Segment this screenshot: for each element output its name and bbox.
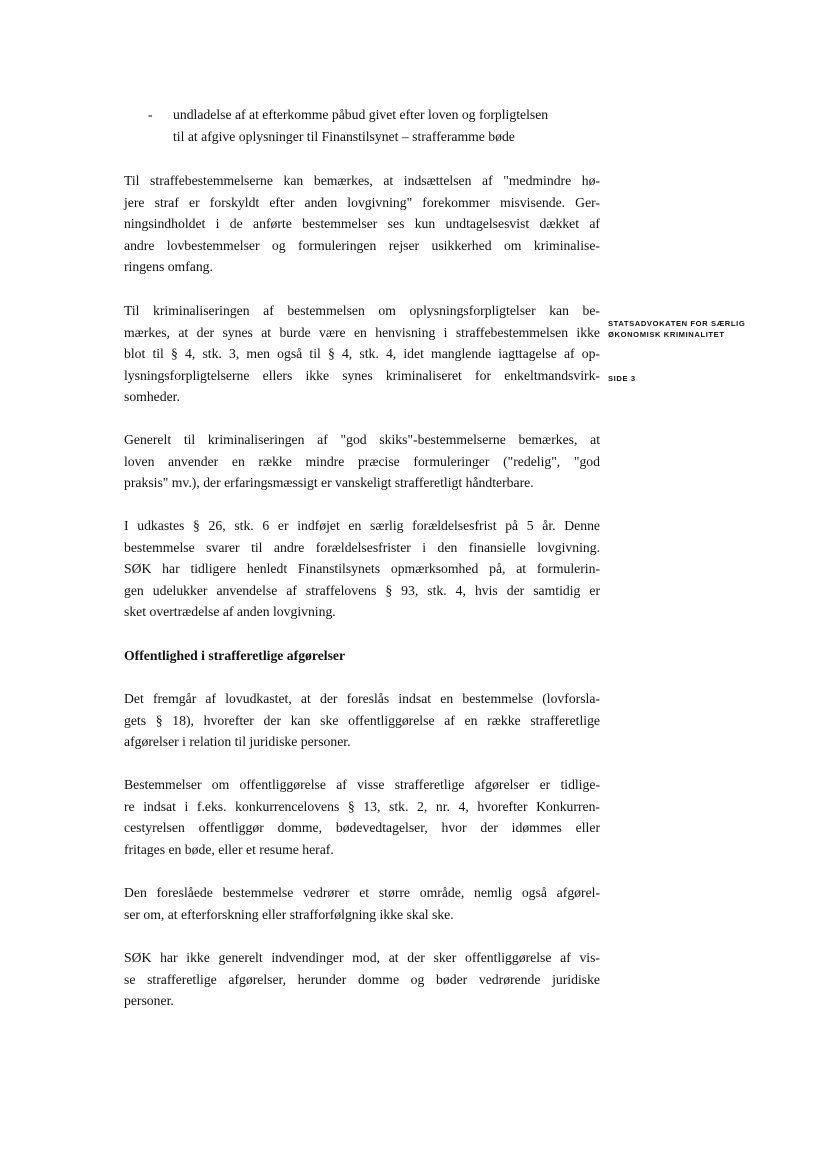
text-line: Generelt til kriminaliseringen af "god skiks"-bestemmelserne bemærkes, at [124, 432, 600, 447]
text-line: gen udelukker anvendelse af straffelovens § 93, stk. 4, hvis der samtidig er [124, 582, 600, 598]
text-line: Til kriminaliseringen af bestemmelsen om oplysningsforpligtelser kan be- [124, 303, 600, 318]
text-line: ningsindholdet i de anførte bestemmelser ses kun undtagelsesvist dækket af [124, 216, 600, 232]
text-line: sket overtrædelse af anden lovgivning. [124, 604, 336, 620]
section-heading [124, 645, 600, 667]
text-line: Til straffebestemmelserne kan bemærkes, at indsættelsen af "medmindre hø- [124, 173, 600, 188]
text-line: fritages en bøde, eller et resume heraf. [124, 841, 334, 857]
text-line: ringens omfang. [124, 259, 213, 275]
text-line: somheder. [124, 389, 180, 405]
text-line: lysningsforpligtelserne ellers ikke synes kriminaliseret for enkeltmandsvirk- [124, 367, 600, 383]
bullet-line: til at afgive oplysninger til Finanstilsynet – strafferamme bøde [173, 128, 515, 144]
bullet-line: undladelse af at efterkomme påbud givet efter loven og forpligtelsen [173, 107, 549, 122]
text-line: re indsat i f.eks. konkurrencelovens § 13, stk. 2, nr. 4, hvorefter Konkurren- [124, 798, 600, 814]
paragraph-lovudkast [124, 688, 600, 753]
text-line: blot til § 4, stk. 3, men også til § 4, stk. 4, idet manglende iagttagelse af op- [124, 346, 600, 362]
page-number-label: SIDE 3 [608, 374, 636, 383]
text-line: Bestemmelser om offentliggørelse af visse strafferetlige afgørelser er tidlige- [124, 777, 600, 792]
bullet-dash: - [148, 107, 153, 122]
heading-text: Offentlighed i strafferetlige afgørelser [124, 648, 346, 663]
text-line: loven anvender en række mindre præcise formuleringer ("redelig", "god [124, 453, 600, 469]
paragraph-konkurrencelov [124, 774, 600, 860]
text-line: cestyrelsen offentliggør domme, bødevedtagelser, hvor der idømmes eller [124, 820, 600, 836]
text-line: Den foreslåede bestemmelse vedrører et større område, nemlig også afgørel- [124, 885, 600, 900]
paragraph-stoerre-omraade [124, 882, 600, 925]
text-line: Det fremgår af lovudkastet, at der foreslås indsat en bestemmelse (lovforsla- [124, 691, 600, 706]
text-line: gets § 18), hvorefter der kan ske offentliggørelse af en række strafferetlige [124, 712, 600, 728]
paragraph-god-skik [124, 429, 600, 494]
text-line: bestemmelse svarer til andre forældelsesfrister i den finansielle lovgivning. [124, 539, 600, 555]
sender-name-line-2: ØKONOMISK KRIMINALITET [608, 330, 725, 339]
paragraph-foraeldelsesfrist [124, 515, 600, 623]
text-line: afgørelser i relation til juridiske personer. [124, 734, 351, 750]
text-line: ser om, at efterforskning eller strafforfølgning ikke skal ske. [124, 906, 454, 922]
text-line: SØK har ikke generelt indvendinger mod, at der sker offentliggørelse af vis- [124, 950, 600, 965]
text-line: se strafferetlige afgørelser, herunder domme og bøder vedrørende juridiske [124, 971, 600, 987]
bullet-text [173, 104, 603, 147]
paragraph-oplysningsforpligtelser [124, 300, 600, 408]
paragraph-indvendinger [124, 947, 600, 1012]
text-line: mærkes, at der synes at burde være en henvisning i straffebestemmelsen ikke [124, 324, 600, 340]
text-line: SØK har tidligere henledt Finanstilsynets opmærksomhed på, at formulerin- [124, 561, 600, 577]
sender-name-line-1: STATSADVOKATEN FOR SÆRLIG [608, 319, 746, 328]
text-line: I udkastes § 26, stk. 6 er indføjet en særlig forældelsesfrist på 5 år. Denne [124, 518, 600, 533]
text-line: andre lovbestemmelser og formuleringen rejser usikkerhed om kriminalise- [124, 237, 600, 253]
sender-sidebar [608, 318, 808, 340]
text-line: praksis" mv.), der erfaringsmæssigt er vanskeligt strafferetligt håndterbare. [124, 475, 534, 491]
paragraph-straffebestemmelser [124, 170, 600, 278]
page-number [608, 373, 808, 384]
text-line: personer. [124, 993, 174, 1009]
text-line: jere straf er forskyldt efter anden lovgivning" forekommer misvisende. Ger- [124, 194, 600, 210]
